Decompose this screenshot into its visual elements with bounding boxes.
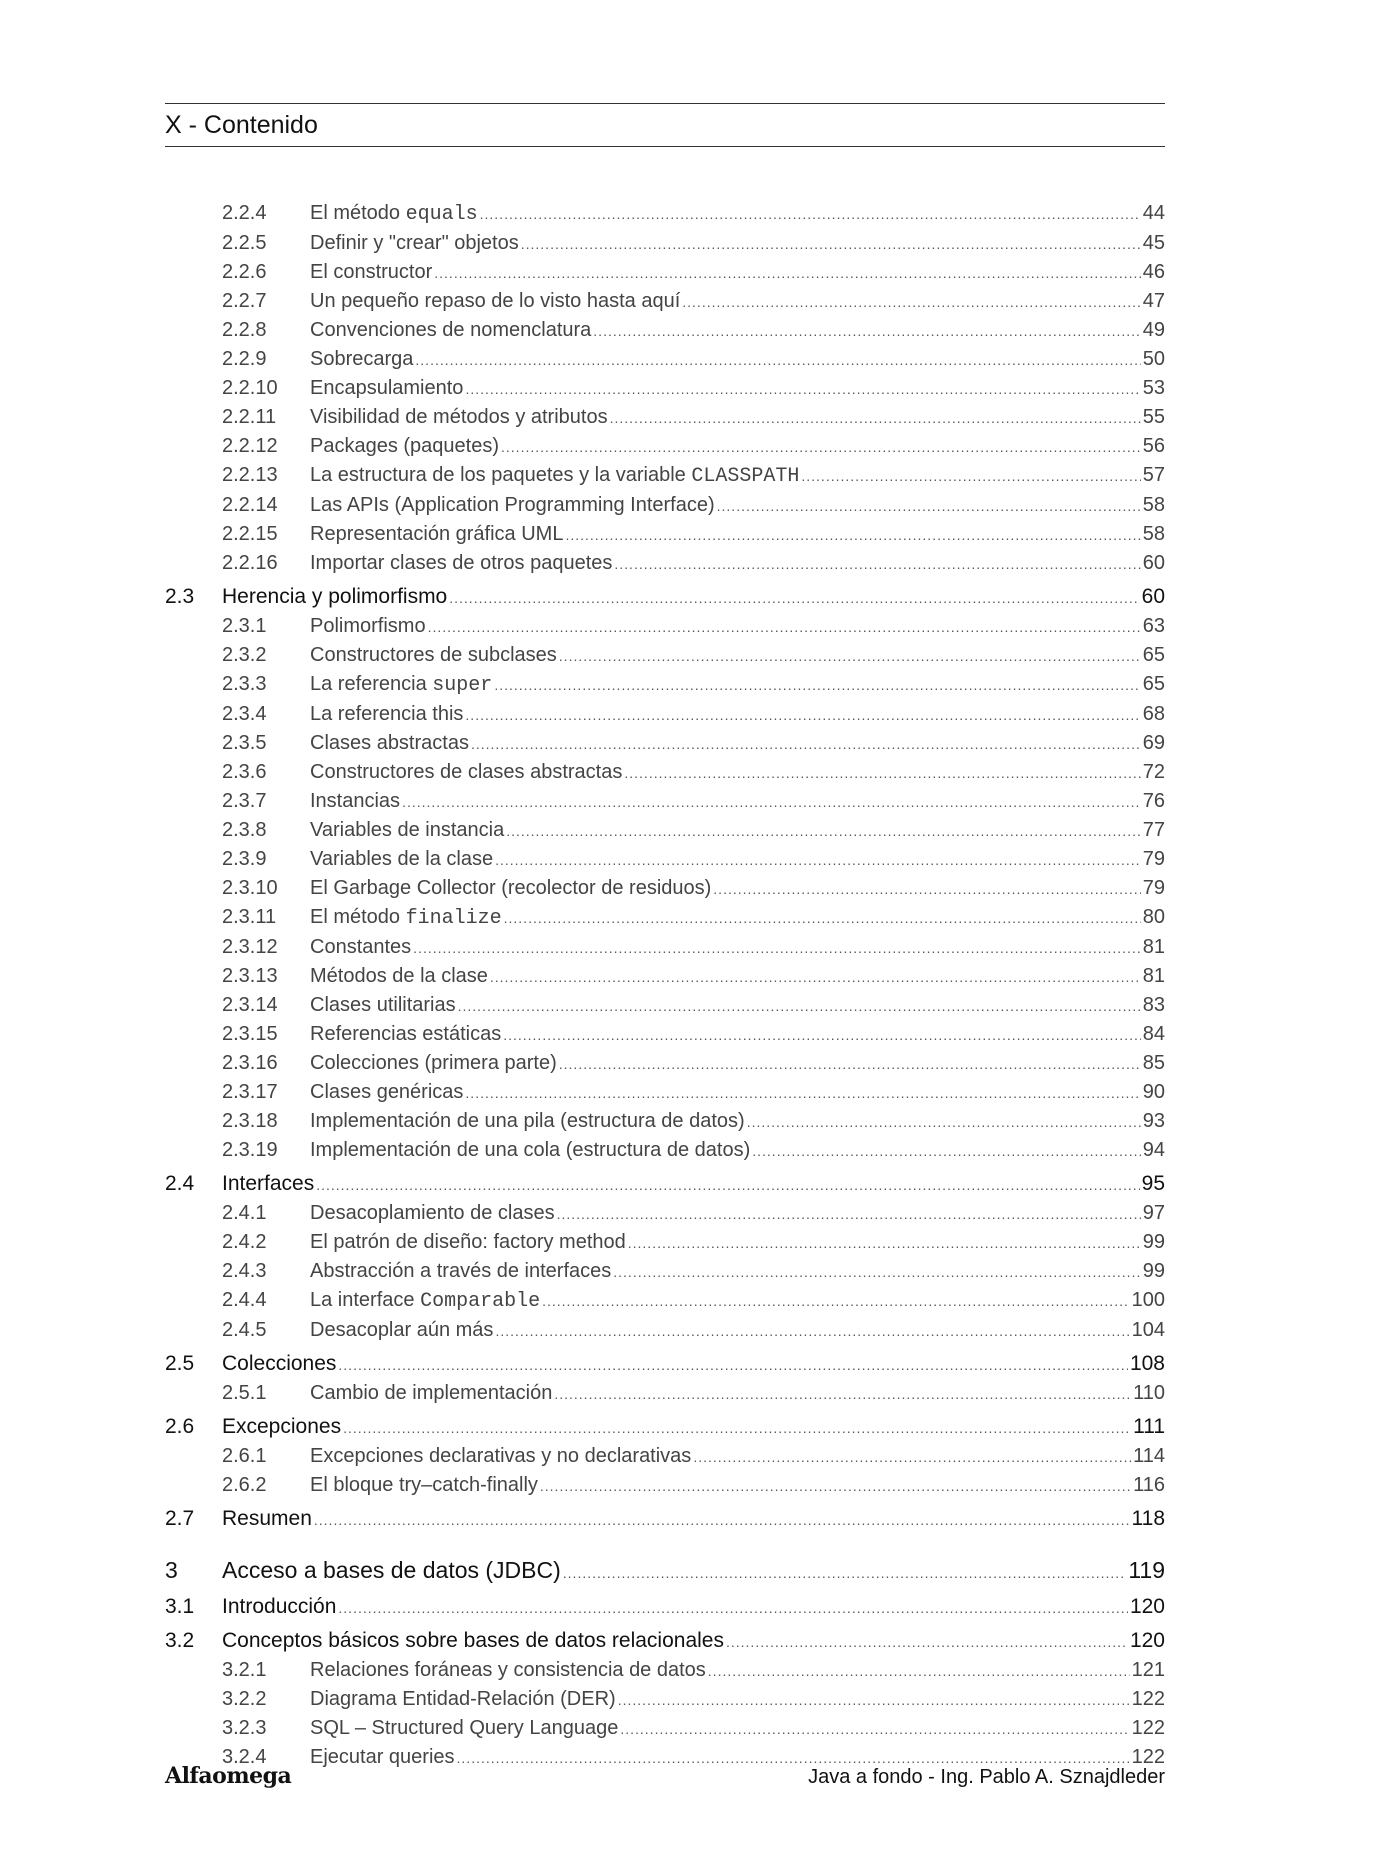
toc-entry <box>165 432 1165 461</box>
toc-entry-title: Variables de la clase <box>310 848 494 870</box>
toc-entry <box>165 612 1165 641</box>
toc-entry-number: 2.3.9 <box>222 848 267 870</box>
toc-entry-page: 122 <box>1131 1688 1165 1710</box>
toc-entry-number: 2.3.17 <box>222 1081 278 1103</box>
toc-entry-page: 99 <box>1142 1231 1165 1253</box>
toc-entry-number: 2.3.8 <box>222 819 267 841</box>
toc-entry-code: CLASSPATH <box>691 465 800 488</box>
toc-entry <box>165 403 1165 432</box>
toc-entry-number: 2.2.11 <box>222 406 277 428</box>
toc-entry-number: 2.2.4 <box>222 202 267 224</box>
toc-entry-number: 2.3.11 <box>222 906 277 928</box>
toc-entry-number: 2.3.1 <box>222 615 267 637</box>
dot-leader <box>593 317 1140 345</box>
toc-entry <box>165 1556 1165 1587</box>
toc-entry <box>165 729 1165 758</box>
toc-entry-number: 2.2.15 <box>222 523 278 545</box>
toc-entry-number: 2.5 <box>165 1352 195 1375</box>
toc-entry-title: El Garbage Collector (recolector de residuos) <box>310 877 712 899</box>
toc-entry-page: 76 <box>1142 790 1165 812</box>
toc-entry <box>165 1413 1165 1442</box>
toc-entry <box>165 1286 1165 1316</box>
toc-entry <box>165 1627 1165 1656</box>
toc-entry-title: Diagrama Entidad-Relación (DER) <box>310 1688 616 1710</box>
dot-leader <box>693 1443 1131 1471</box>
toc-entry-title: Relaciones foráneas y consistencia de datos <box>310 1659 706 1681</box>
dot-leader <box>542 1287 1130 1315</box>
toc-entry <box>165 1199 1165 1228</box>
toc-entry-page: 65 <box>1142 644 1165 666</box>
toc-entry-page: 81 <box>1142 965 1165 987</box>
toc-entry-title: Desacoplar aún más <box>310 1319 494 1341</box>
toc-entry-title: Variables de instancia <box>310 819 505 841</box>
dot-leader <box>708 1657 1130 1685</box>
toc-entry <box>165 520 1165 549</box>
toc-entry-page: 58 <box>1142 494 1165 516</box>
toc-entry <box>165 1593 1165 1622</box>
toc-entry <box>165 1685 1165 1714</box>
dot-leader <box>613 1258 1140 1286</box>
toc-entry <box>165 845 1165 874</box>
dot-leader <box>565 521 1140 549</box>
toc-entry-title: El constructor <box>310 261 433 283</box>
toc-entry <box>165 549 1165 578</box>
toc-entry-page: 72 <box>1142 761 1165 783</box>
toc-entry-page: 122 <box>1131 1717 1165 1739</box>
toc-entry-title: El bloque try–catch-finally <box>310 1474 538 1496</box>
toc-entry-page: 110 <box>1133 1382 1165 1404</box>
dot-leader <box>495 846 1141 874</box>
toc-entry-page: 79 <box>1142 848 1165 870</box>
toc-entry-page: 111 <box>1133 1415 1165 1438</box>
toc-entry-page: 60 <box>1141 585 1165 608</box>
toc-entry-number: 2.3.10 <box>222 877 278 899</box>
toc-entry-page: 118 <box>1131 1507 1165 1530</box>
toc-entry-page: 80 <box>1142 906 1165 928</box>
toc-entry <box>165 1714 1165 1743</box>
footer-book-title: Java a fondo - Ing. Pablo A. Sznajdleder <box>808 1766 1165 1788</box>
toc-entry-page: 79 <box>1142 877 1165 899</box>
toc-entry <box>165 1228 1165 1257</box>
dot-leader <box>494 671 1140 699</box>
toc-entry-number: 2.2.6 <box>222 261 267 283</box>
dot-leader <box>717 492 1141 520</box>
toc-entry-title: Clases abstractas <box>310 732 469 754</box>
toc-entry-page: 77 <box>1142 819 1165 841</box>
dot-leader <box>559 642 1141 670</box>
toc-entry <box>165 461 1165 491</box>
dot-leader <box>801 462 1140 490</box>
toc-entry-page: 57 <box>1142 464 1165 486</box>
toc-entry-number: 2.3.14 <box>222 994 278 1016</box>
toc-entry-title: Introducción <box>222 1595 337 1618</box>
toc-entry <box>165 758 1165 787</box>
toc-entry-number: 2.3.6 <box>222 761 267 783</box>
toc-entry-page: 83 <box>1142 994 1165 1016</box>
toc-entry-number: 2.4.1 <box>222 1202 267 1224</box>
toc-entry-number: 2.3.7 <box>222 790 267 812</box>
toc-entry-title: Excepciones declarativas y no declarativas <box>310 1445 692 1467</box>
toc-entry-number: 2.3.15 <box>222 1023 278 1045</box>
toc-entry-title: Constructores de subclases <box>310 644 557 666</box>
toc-entry-page: 104 <box>1131 1319 1165 1341</box>
toc-entry-number: 2.7 <box>165 1507 195 1530</box>
toc-entry-title: Las APIs (Application Programming Interface) <box>310 494 715 516</box>
toc-entry-page: 100 <box>1131 1289 1165 1311</box>
toc-entry-page: 84 <box>1142 1023 1165 1045</box>
toc-entry <box>165 1020 1165 1049</box>
publisher-logo: Alfaomega <box>165 1763 292 1789</box>
dot-leader <box>343 1414 1131 1442</box>
toc-entry-title: Colecciones <box>222 1352 337 1375</box>
toc-entry-title: Un pequeño repaso de lo visto hasta aquí <box>310 290 681 312</box>
toc-entry-number: 3.2.3 <box>222 1717 267 1739</box>
toc-entry-title: La referencia super <box>310 673 493 697</box>
dot-leader <box>618 1686 1130 1714</box>
toc-entry-page: 46 <box>1142 261 1165 283</box>
toc-entry <box>165 491 1165 520</box>
toc-entry <box>165 641 1165 670</box>
toc-entry-title: El método equals <box>310 202 478 226</box>
dot-leader <box>458 992 1141 1020</box>
toc-entry-number: 2.3.2 <box>222 644 267 666</box>
toc-entry-number: 3.2.1 <box>222 1659 267 1681</box>
toc-entry <box>165 258 1165 287</box>
toc-entry-page: 55 <box>1142 406 1165 428</box>
toc-entry-page: 44 <box>1142 202 1165 224</box>
dot-leader <box>490 963 1141 991</box>
toc-entry <box>165 816 1165 845</box>
toc-entry-page: 58 <box>1142 523 1165 545</box>
toc-entry-page: 121 <box>1131 1659 1165 1681</box>
toc-entry-page: 116 <box>1133 1474 1165 1496</box>
toc-entry-number: 2.3.3 <box>222 673 267 695</box>
toc-entry-page: 90 <box>1142 1081 1165 1103</box>
toc-entry-code: Comparable <box>420 1290 541 1313</box>
toc-entry-number: 2.4 <box>165 1172 195 1195</box>
toc-entry-page: 120 <box>1129 1629 1165 1652</box>
dot-leader <box>471 730 1141 758</box>
toc-entry <box>165 933 1165 962</box>
toc-entry-title: Desacoplamiento de clases <box>310 1202 555 1224</box>
toc-entry-title: Constantes <box>310 936 412 958</box>
toc-entry <box>165 229 1165 258</box>
toc-entry-title: Cambio de implementación <box>310 1382 553 1404</box>
toc-entry-number: 2.2.7 <box>222 290 267 312</box>
toc-entry-number: 2.3.13 <box>222 965 278 987</box>
toc-entry-page: 122 <box>1131 1746 1165 1768</box>
toc-entry-page: 81 <box>1142 936 1165 958</box>
toc-entry-number: 3.2.2 <box>222 1688 267 1710</box>
dot-leader <box>521 230 1141 258</box>
toc-entry <box>165 1505 1165 1534</box>
toc-entry-page: 56 <box>1142 435 1165 457</box>
toc-entry-number: 3.1 <box>165 1595 195 1618</box>
dot-leader <box>563 1559 1127 1587</box>
toc-entry-title: Sobrecarga <box>310 348 414 370</box>
toc-entry-title: Abstracción a través de interfaces <box>310 1260 612 1282</box>
toc-entry-title: La estructura de los paquetes y la variable CLASSPATH <box>310 464 800 488</box>
toc-entry-number: 3.2.4 <box>222 1746 267 1768</box>
dot-leader <box>503 1021 1141 1049</box>
toc-entry-page: 53 <box>1142 377 1165 399</box>
toc-entry <box>165 903 1165 933</box>
page-header <box>165 103 1165 147</box>
dot-leader <box>465 701 1140 729</box>
dot-leader <box>506 817 1141 845</box>
toc-entry-title: Conceptos básicos sobre bases de datos relacionales <box>222 1629 724 1652</box>
toc-entry-page: 50 <box>1142 348 1165 370</box>
dot-leader <box>504 904 1141 932</box>
toc-entry <box>165 1107 1165 1136</box>
toc-entry-number: 2.2.8 <box>222 319 267 341</box>
toc-entry <box>165 670 1165 700</box>
toc-entry-number: 2.2.5 <box>222 232 267 254</box>
toc-entry-title: Ejecutar queries <box>310 1746 455 1768</box>
toc-entry-number: 2.2.16 <box>222 552 278 574</box>
dot-leader <box>628 1229 1141 1257</box>
dot-leader <box>428 613 1141 641</box>
toc-entry-number: 2.3.16 <box>222 1052 278 1074</box>
toc-entry <box>165 287 1165 316</box>
dot-leader <box>610 404 1141 432</box>
toc-entry <box>165 1471 1165 1500</box>
toc-entry-title: Resumen <box>222 1507 312 1530</box>
toc-entry <box>165 316 1165 345</box>
dot-leader <box>449 584 1139 612</box>
toc-entry-number: 2.2.9 <box>222 348 267 370</box>
toc-entry-title: Interfaces <box>222 1172 315 1195</box>
toc-entry-title: Visibilidad de métodos y atributos <box>310 406 608 428</box>
toc-entry <box>165 787 1165 816</box>
toc-entry-code: finalize <box>405 907 502 930</box>
dot-leader <box>314 1506 1130 1534</box>
toc-entry-title: Implementación de una cola (estructura de datos) <box>310 1139 751 1161</box>
toc-entry <box>165 962 1165 991</box>
toc-entry-page: 108 <box>1129 1352 1165 1375</box>
toc-entry <box>165 1136 1165 1165</box>
toc-entry-title: La referencia this <box>310 703 464 725</box>
toc-entry-title: Métodos de la clase <box>310 965 488 987</box>
dot-leader <box>415 346 1140 374</box>
toc-entry <box>165 374 1165 403</box>
toc-entry-title: Excepciones <box>222 1415 342 1438</box>
toc-entry-page: 69 <box>1142 732 1165 754</box>
toc-entry-number: 2.4.2 <box>222 1231 267 1253</box>
toc-entry-title: Clases genéricas <box>310 1081 464 1103</box>
toc-entry <box>165 1379 1165 1408</box>
dot-leader <box>465 1079 1140 1107</box>
toc-entry-number: 2.3 <box>165 585 195 608</box>
dot-leader <box>434 259 1140 287</box>
toc-entry-page: 120 <box>1129 1595 1165 1618</box>
dot-leader <box>559 1050 1141 1078</box>
toc-entry-number: 2.6 <box>165 1415 195 1438</box>
toc-entry-title: Convenciones de nomenclatura <box>310 319 592 341</box>
toc-entry-page: 99 <box>1142 1260 1165 1282</box>
dot-leader <box>338 1594 1128 1622</box>
dot-leader <box>752 1137 1141 1165</box>
dot-leader <box>402 788 1141 816</box>
toc-entry <box>165 874 1165 903</box>
toc-entry-title: El patrón de diseño: factory method <box>310 1231 626 1253</box>
toc-entry-page: 97 <box>1142 1202 1165 1224</box>
toc-entry-page: 85 <box>1142 1052 1165 1074</box>
toc-entry-page: 94 <box>1142 1139 1165 1161</box>
toc-entry-title: Acceso a bases de datos (JDBC) <box>222 1557 561 1583</box>
toc-entry-page: 95 <box>1141 1172 1165 1195</box>
toc-entry <box>165 1442 1165 1471</box>
toc-entry <box>165 1350 1165 1379</box>
dot-leader <box>624 759 1140 787</box>
dot-leader <box>480 200 1141 228</box>
toc-entry <box>165 1257 1165 1286</box>
toc-entry <box>165 583 1165 612</box>
toc-entry-page: 65 <box>1142 673 1165 695</box>
toc-entry-number: 2.2.12 <box>222 435 278 457</box>
dot-leader <box>338 1351 1128 1379</box>
dot-leader <box>501 433 1141 461</box>
toc-entry-title: Referencias estáticas <box>310 1023 502 1045</box>
toc-entry-code: equals <box>405 203 478 226</box>
dot-leader <box>614 550 1140 578</box>
toc-entry-title: Clases utilitarias <box>310 994 456 1016</box>
toc-entry <box>165 1316 1165 1345</box>
toc-entry-page: 63 <box>1142 615 1165 637</box>
dot-leader <box>554 1380 1131 1408</box>
table-of-contents <box>165 199 1165 1772</box>
toc-entry-title: SQL – Structured Query Language <box>310 1717 619 1739</box>
toc-entry <box>165 345 1165 374</box>
toc-entry-number: 2.3.4 <box>222 703 267 725</box>
toc-entry-number: 2.6.2 <box>222 1474 267 1496</box>
toc-entry <box>165 991 1165 1020</box>
toc-entry-title: La interface Comparable <box>310 1289 541 1313</box>
toc-entry <box>165 1656 1165 1685</box>
toc-entry-page: 93 <box>1142 1110 1165 1132</box>
toc-entry-number: 2.2.14 <box>222 494 278 516</box>
toc-entry <box>165 700 1165 729</box>
toc-entry-number: 2.2.13 <box>222 464 278 486</box>
toc-entry <box>165 199 1165 229</box>
toc-entry-title: Colecciones (primera parte) <box>310 1052 557 1074</box>
dot-leader <box>540 1472 1131 1500</box>
toc-entry-title: Constructores de clases abstractas <box>310 761 623 783</box>
toc-entry-page: 68 <box>1142 703 1165 725</box>
toc-entry-title: Polimorfismo <box>310 615 426 637</box>
dot-leader <box>726 1628 1128 1656</box>
toc-entry-page: 119 <box>1128 1557 1165 1583</box>
toc-entry-page: 47 <box>1142 290 1165 312</box>
toc-entry-number: 2.4.3 <box>222 1260 267 1282</box>
toc-entry-page: 45 <box>1142 232 1165 254</box>
dot-leader <box>747 1108 1141 1136</box>
toc-entry-number: 2.5.1 <box>222 1382 267 1404</box>
toc-entry-page: 60 <box>1142 552 1165 574</box>
toc-entry-title: Herencia y polimorfismo <box>222 585 448 608</box>
dot-leader <box>413 934 1141 962</box>
dot-leader <box>316 1171 1139 1199</box>
toc-entry <box>165 1170 1165 1199</box>
toc-entry-number: 2.4.5 <box>222 1319 267 1341</box>
toc-entry-title: Packages (paquetes) <box>310 435 500 457</box>
toc-entry-number: 2.2.10 <box>222 377 278 399</box>
dot-leader <box>682 288 1140 316</box>
toc-entry-number: 2.3.5 <box>222 732 267 754</box>
toc-entry-number: 2.3.19 <box>222 1139 278 1161</box>
toc-entry-number: 3.2 <box>165 1629 195 1652</box>
dot-leader <box>557 1200 1141 1228</box>
toc-entry-number: 3 <box>165 1557 178 1583</box>
toc-entry-page: 114 <box>1133 1445 1165 1467</box>
toc-entry-title: Importar clases de otros paquetes <box>310 552 613 574</box>
toc-entry-title: El método finalize <box>310 906 502 930</box>
toc-entry-title: Implementación de una pila (estructura de datos) <box>310 1110 745 1132</box>
toc-entry-code: super <box>432 674 493 697</box>
toc-entry-page: 49 <box>1142 319 1165 341</box>
page-title: X - Contenido <box>165 111 318 139</box>
toc-entry-number: 2.4.4 <box>222 1289 267 1311</box>
toc-entry-number: 2.6.1 <box>222 1445 267 1467</box>
toc-entry-title: Representación gráfica UML <box>310 523 564 545</box>
toc-entry-title: Instancias <box>310 790 401 812</box>
toc-entry-number: 2.3.12 <box>222 936 278 958</box>
toc-entry-title: Encapsulamiento <box>310 377 464 399</box>
dot-leader <box>713 875 1140 903</box>
toc-entry-number: 2.3.18 <box>222 1110 278 1132</box>
toc-entry <box>165 1049 1165 1078</box>
dot-leader <box>495 1317 1129 1345</box>
dot-leader <box>465 375 1140 403</box>
dot-leader <box>620 1715 1129 1743</box>
toc-entry-title: Definir y "crear" objetos <box>310 232 519 254</box>
toc-entry <box>165 1078 1165 1107</box>
